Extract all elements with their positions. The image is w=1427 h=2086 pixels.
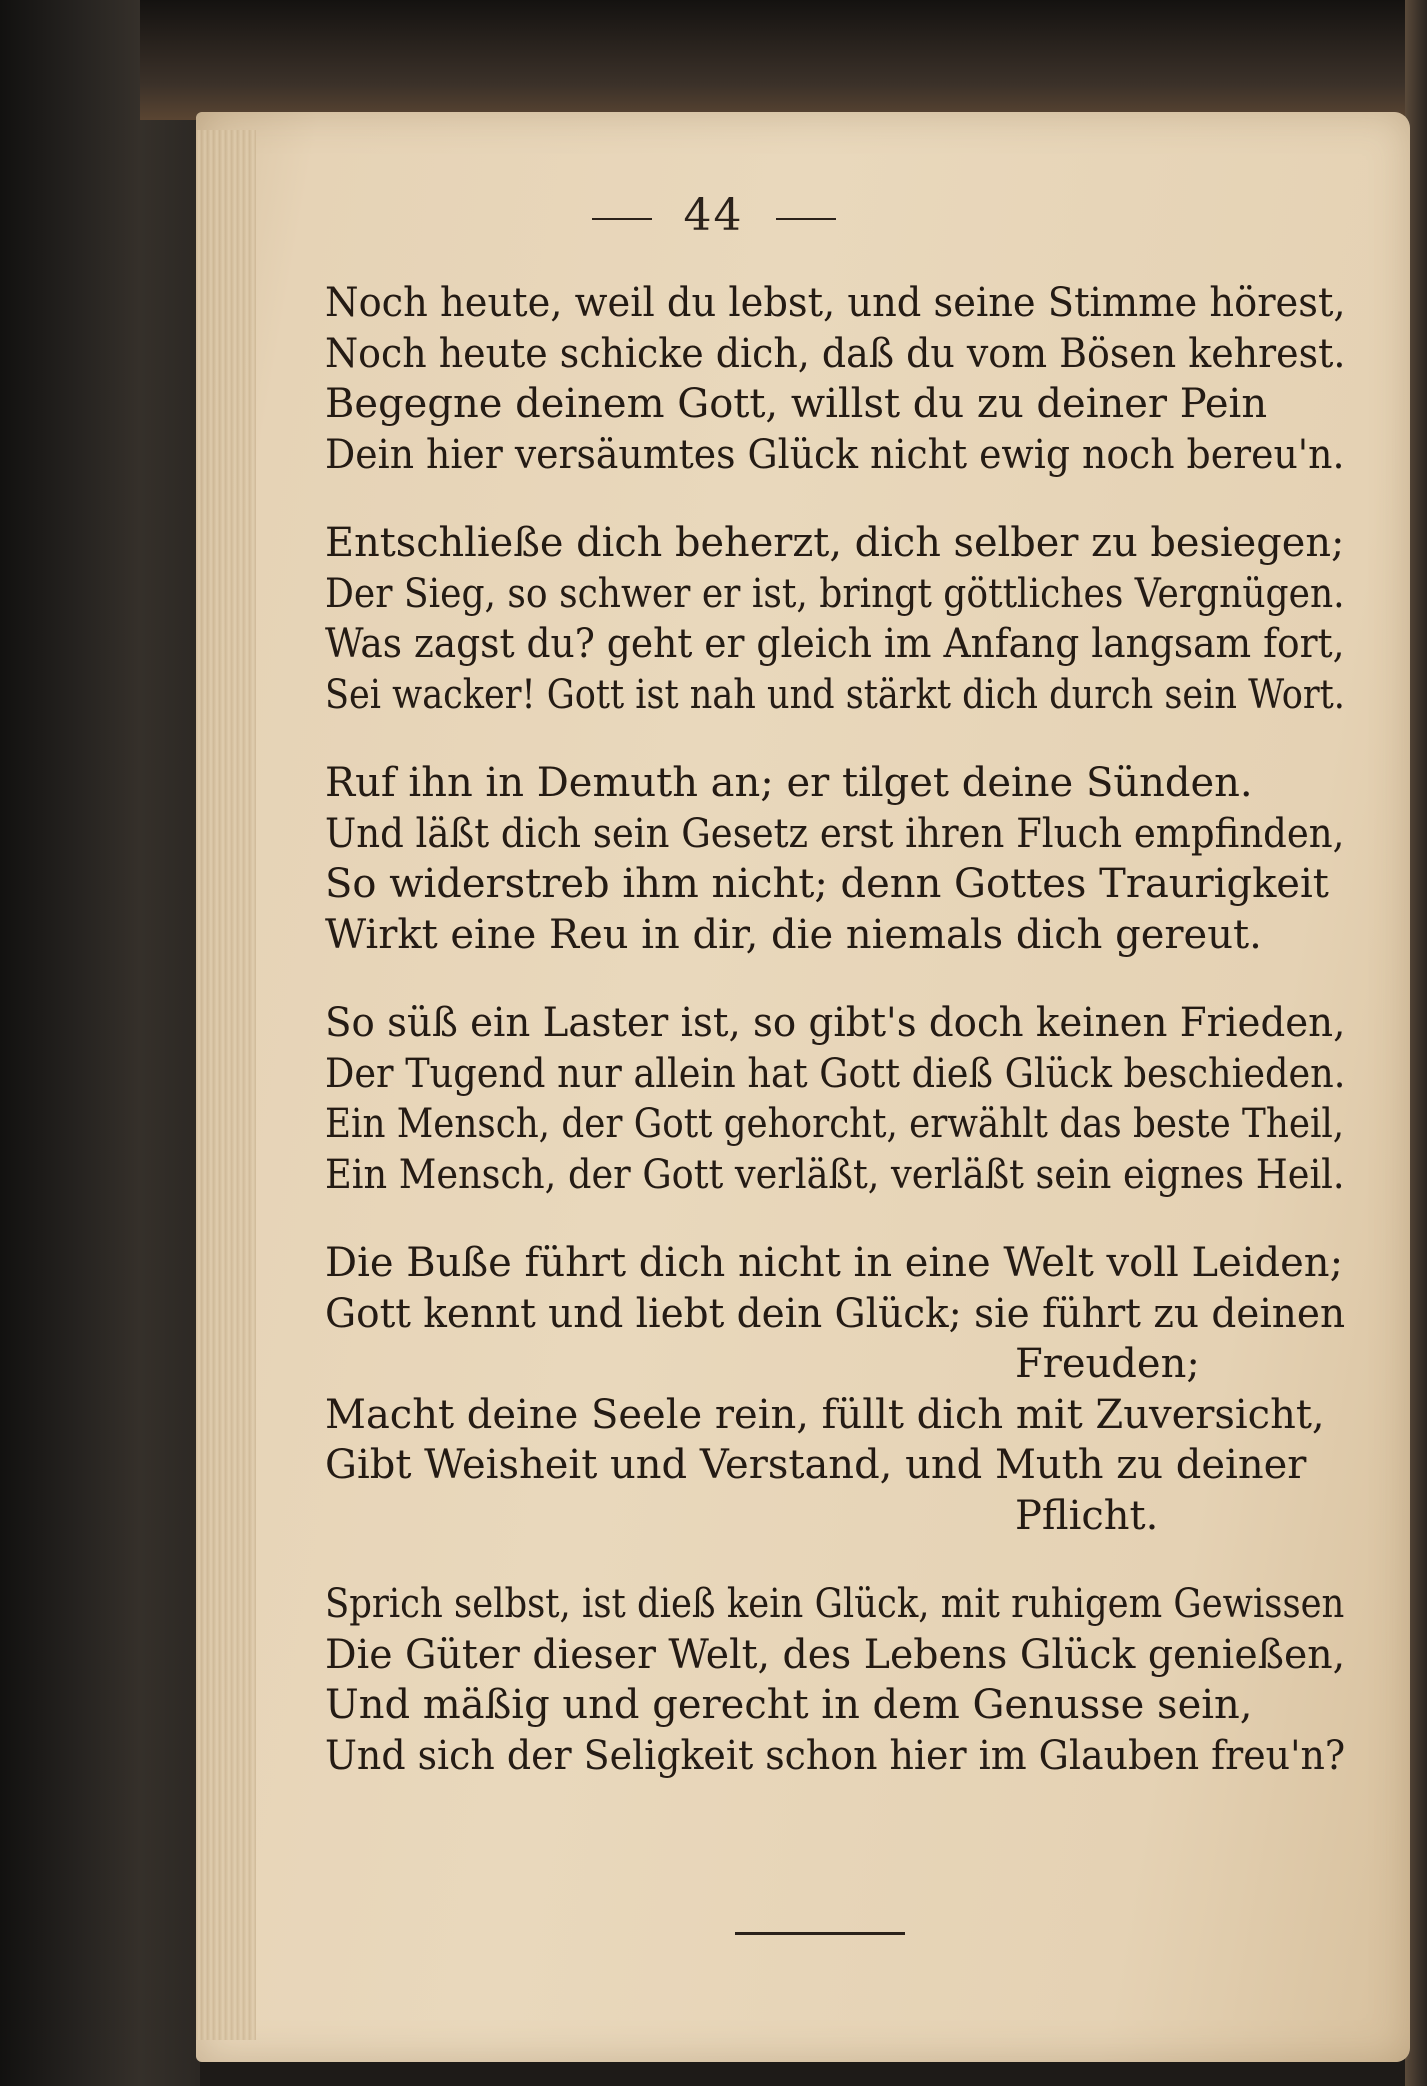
page-number-value: 44 <box>683 190 744 241</box>
poem-line: Ein Mensch, der Gott verläßt, verläßt sein eignes Heil. <box>325 1151 1345 1198</box>
closing-rule <box>735 1932 905 1935</box>
page-stack-edge <box>196 130 256 2040</box>
stanza-6 <box>325 1579 1345 1781</box>
page-number-dash-right <box>776 218 836 220</box>
poem-line: Und mäßig und gerecht in dem Genusse sein, <box>325 1682 1253 1728</box>
poem-line: Die Buße führt dich nicht in eine Welt voll Leiden; <box>325 1240 1344 1286</box>
book-cover-edge <box>0 0 200 2086</box>
stanza-5 <box>325 1238 1345 1541</box>
poem-line: Die Güter dieser Welt, des Lebens Glück genießen, <box>325 1631 1346 1678</box>
poem-line: Was zagst du? geht er gleich im Anfang langsam fort, <box>325 621 1345 667</box>
poem-line: Noch heute schicke dich, daß du vom Bösen kehrest. <box>325 330 1346 377</box>
poem-line: Der Sieg, so schwer er ist, bringt göttliches Vergnügen. <box>325 570 1345 617</box>
poem-line: Der Tugend nur allein hat Gott dieß Glück beschieden. <box>325 1050 1346 1097</box>
poem-line: Gibt Weisheit und Verstand, und Muth zu deiner <box>325 1442 1307 1488</box>
stanza-4 <box>325 998 1345 1200</box>
poem-line: Macht deine Seele rein, füllt dich mit Zuversicht, <box>325 1391 1325 1438</box>
poem-line: Wirkt eine Reu in dir, die niemals dich gereut. <box>325 911 1262 958</box>
poem-line: Und sich der Seligkeit schon hier im Glauben freu'n? <box>325 1732 1346 1779</box>
stanza-3 <box>325 758 1345 960</box>
poem-line: Begegne deinem Gott, willst du zu deiner Pein <box>325 381 1268 427</box>
poem-line: Sei wacker! Gott ist nah und stärkt dich durch sein Wort. <box>325 671 1345 718</box>
poem-line: Und läßt dich sein Gesetz erst ihren Fluch empfinden, <box>325 810 1345 857</box>
poem-line: So süß ein Laster ist, so gibt's doch keinen Frieden, <box>325 1000 1346 1046</box>
poem-line: Gott kennt und liebt dein Glück; sie führt zu deinen <box>325 1290 1346 1337</box>
book-cover-top <box>140 0 1427 120</box>
page-number-dash-left <box>592 218 652 220</box>
poem-line-continuation: Freuden; <box>1015 1341 1200 1387</box>
poem-line: Ruf ihn in Demuth an; er tilget deine Sünden. <box>325 760 1253 806</box>
poem-line: Ein Mensch, der Gott gehorcht, erwählt das beste Theil, <box>325 1101 1345 1147</box>
poem-line: Dein hier versäumtes Glück nicht ewig noch bereu'n. <box>325 431 1345 478</box>
poem-text <box>325 278 1345 1819</box>
poem-line: Sprich selbst, ist dieß kein Glück, mit ruhigem Gewissen <box>325 1581 1345 1627</box>
poem-line: So widerstreb ihm nicht; denn Gottes Traurigkeit <box>325 861 1329 907</box>
poem-line: Entschließe dich beherzt, dich selber zu besiegen; <box>325 520 1345 566</box>
poem-line-continuation: Pflicht. <box>1015 1492 1159 1539</box>
page-number <box>0 190 1427 241</box>
stanza-1 <box>325 278 1345 480</box>
stanza-2 <box>325 518 1345 720</box>
poem-line: Noch heute, weil du lebst, und seine Stimme hörest, <box>325 280 1346 326</box>
